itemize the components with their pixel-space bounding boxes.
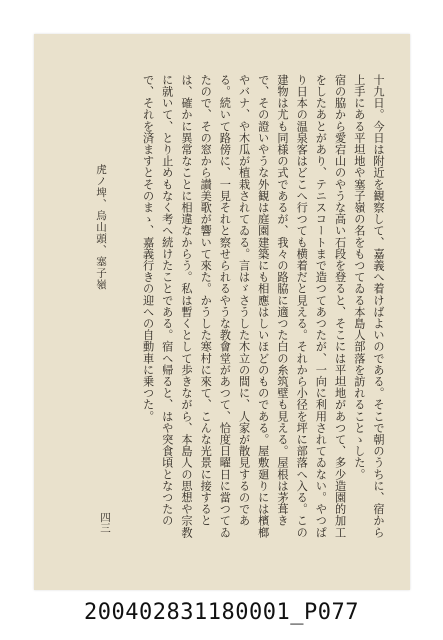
document-page: [34, 34, 410, 590]
paragraph: 十九日。今日は附近を観察して、嘉義へ着けばよいのである。そこで朝のうちに、宿から上手にある平坦地や塞子嶺の名をもつてゐる本島人部落を訪れることゝした。: [352, 74, 385, 538]
page-number: 四三: [99, 512, 111, 533]
paragraph: 宿の脇から愛宕山のやうな高い石段を登ると、そこには平坦地があつて、多少造園的加工をしたあとがあり、テニスコートまで造つてあつたが、一向に利用されてゐない。やつぱり日本の温泉客はどこへ行つても横着だと見える。それから小径を坪に部落へ入る。この建物は尤も同様の式であるが、我々の路脇に適つた白の糸筑壁も見える。屋根は茅葺きで、その證いやうな外観は庭園建築にも相應はしいほどのものである。屋敷廻りには檳榔やバナ、や木瓜が植栽されてゐる。言はゞさうした木立の間に、人家が散見するのである。続いて路傍に、一見それと察せられるやうな教會堂があつて、恰度日曜日に當つてゐたので、その窓から讃美歌が響いて來た。かうした寒村に來て、こんな光景に接するとは、確かに異常なことに相違なからう。私は暫くとして歩きながら、本島人の思想や宗教に就いて、とり止めもなく考へ続けたことである。宿へ帰ると、はや突食頃となつたので、それを済ますとそのまゝ、嘉義行きの迎への自動車に乗つた。: [141, 74, 347, 538]
body-text: [98, 74, 388, 542]
image-id-label: 200402831180001_P077: [84, 600, 359, 625]
section-caption: 虎ノ埤、烏山頭、塞子嶺: [95, 164, 107, 291]
